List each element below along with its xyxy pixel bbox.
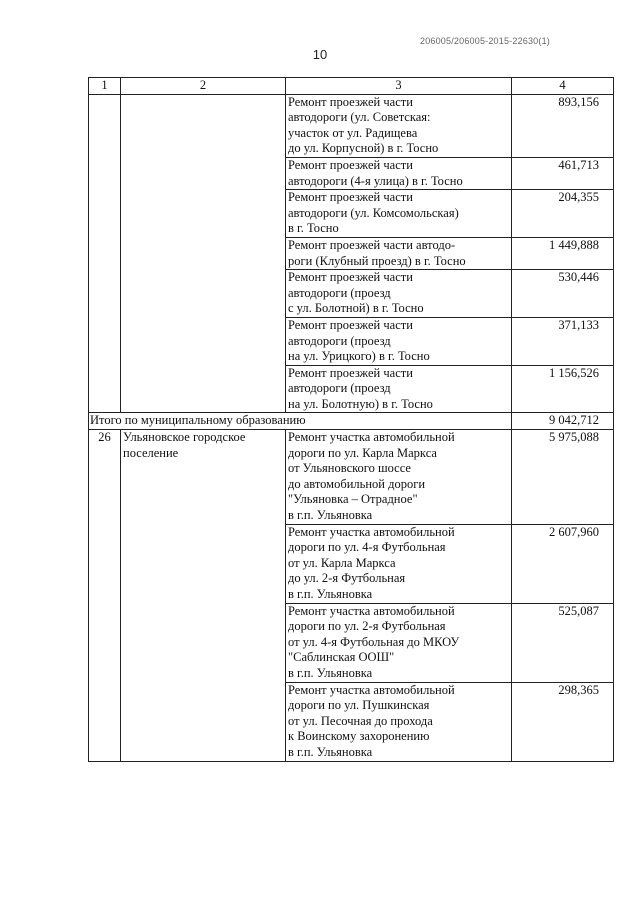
text-line: Ремонт участка автомобильной bbox=[288, 430, 455, 445]
text-line: автодороги (проезд bbox=[288, 333, 391, 348]
description-cell bbox=[286, 190, 512, 238]
text-line: в г.п. Ульяновка bbox=[288, 587, 373, 601]
amount-cell: 1 156,526 bbox=[512, 365, 614, 413]
text-line: Ремонт проезжей части bbox=[288, 94, 413, 109]
column-header-1: 1 bbox=[89, 78, 121, 95]
text-line: поселение bbox=[123, 445, 179, 460]
amount-cell: 1 449,888 bbox=[512, 237, 614, 269]
text-line: Ремонт проезжей части автодо- bbox=[288, 237, 456, 252]
amount-cell: 893,156 bbox=[512, 94, 614, 157]
text-line: от ул. 4-я Футбольная до МКОУ bbox=[288, 634, 460, 649]
description-cell bbox=[286, 317, 512, 365]
subtotal-amount: 9 042,712 bbox=[512, 413, 614, 430]
text-line: автодороги (ул. Комсомольская) bbox=[288, 205, 459, 220]
description-cell bbox=[286, 365, 512, 413]
text-line: Ремонт проезжей части bbox=[288, 317, 413, 332]
municipality-cell bbox=[121, 94, 286, 413]
description-cell bbox=[286, 603, 512, 682]
text-line: в г. Тосно bbox=[288, 221, 339, 236]
text-line: в г.п. Ульяновка bbox=[288, 744, 373, 759]
text-line: дороги по ул. Карла Маркса bbox=[288, 445, 437, 460]
text-line: на ул. Урицкого) в г. Тосно bbox=[288, 349, 430, 364]
description-cell bbox=[286, 157, 512, 189]
table-row bbox=[89, 430, 614, 525]
description-cell bbox=[286, 94, 512, 157]
subtotal-label: Итого по муниципальному образованию bbox=[89, 413, 512, 430]
amount-cell: 5 975,088 bbox=[512, 430, 614, 525]
text-line: с ул. Болотной) в г. Тосно bbox=[288, 301, 424, 316]
text-line: дороги по ул. 2-я Футбольная bbox=[288, 619, 446, 634]
text-line: Ремонт проезжей части bbox=[288, 190, 413, 205]
budget-table bbox=[88, 77, 614, 762]
text-line: "Ульяновка – Отрадное" bbox=[288, 492, 418, 507]
text-line: Ремонт проезжей части bbox=[288, 270, 413, 285]
description-cell bbox=[286, 430, 512, 525]
amount-cell: 525,087 bbox=[512, 603, 614, 682]
text-line: до ул. 2-я Футбольная bbox=[288, 571, 406, 586]
text-line: дороги по ул. 4-я Футбольная bbox=[288, 540, 446, 555]
page-number: 10 bbox=[312, 47, 328, 62]
subtotal-row bbox=[89, 413, 614, 430]
description-cell bbox=[286, 237, 512, 269]
text-line: до ул. Корпусной) в г. Тосно bbox=[288, 141, 439, 156]
text-line: "Саблинская ООШ" bbox=[288, 650, 395, 665]
text-line: автодороги (проезд bbox=[288, 381, 391, 396]
text-line: от Ульяновского шоссе bbox=[288, 461, 411, 476]
text-line: Ремонт участка автомобильной bbox=[288, 524, 455, 539]
text-line: автодороги (проезд bbox=[288, 285, 391, 300]
column-header-3: 3 bbox=[286, 78, 512, 95]
amount-cell: 204,355 bbox=[512, 190, 614, 238]
row-number-cell bbox=[89, 94, 121, 413]
text-line: автодороги (ул. Советская: bbox=[288, 110, 431, 125]
text-line: Ремонт участка автомобильной bbox=[288, 682, 455, 697]
amount-cell: 2 607,960 bbox=[512, 524, 614, 603]
text-line: от ул. Песочная до прохода bbox=[288, 713, 433, 728]
text-line: Ремонт проезжей части bbox=[288, 157, 413, 172]
column-header-4: 4 bbox=[512, 78, 614, 95]
amount-cell: 371,133 bbox=[512, 317, 614, 365]
text-line: в г.п. Ульяновка bbox=[288, 665, 373, 680]
text-line: на ул. Болотную) в г. Тосно bbox=[288, 396, 433, 411]
text-line: Ульяновское городское bbox=[123, 430, 246, 445]
text-line: к Воинскому захоронению bbox=[288, 729, 430, 744]
row-number-cell: 26 bbox=[89, 430, 121, 761]
description-cell bbox=[286, 524, 512, 603]
text-line: автодороги (4-я улица) в г. Тосно bbox=[288, 173, 463, 188]
municipality-cell bbox=[121, 430, 286, 761]
description-cell bbox=[286, 682, 512, 761]
text-line: Ремонт участка автомобильной bbox=[288, 603, 455, 618]
text-line: до автомобильной дороги bbox=[288, 476, 426, 491]
document-id: 206005/206005-2015-22630(1) bbox=[419, 36, 550, 46]
column-header-2: 2 bbox=[121, 78, 286, 95]
amount-cell: 461,713 bbox=[512, 157, 614, 189]
text-line: роги (Клубный проезд) в г. Тосно bbox=[288, 253, 466, 268]
text-line: дороги по ул. Пушкинская bbox=[288, 698, 430, 713]
table-header-row bbox=[89, 78, 614, 95]
description-cell bbox=[286, 270, 512, 318]
table-row bbox=[89, 94, 614, 157]
text-line: в г.п. Ульяновка bbox=[288, 508, 373, 523]
text-line: Ремонт проезжей части bbox=[288, 365, 413, 380]
text-line: от ул. Карла Маркса bbox=[288, 555, 396, 570]
amount-cell: 530,446 bbox=[512, 270, 614, 318]
text-line: участок от ул. Радищева bbox=[288, 125, 418, 140]
amount-cell: 298,365 bbox=[512, 682, 614, 761]
